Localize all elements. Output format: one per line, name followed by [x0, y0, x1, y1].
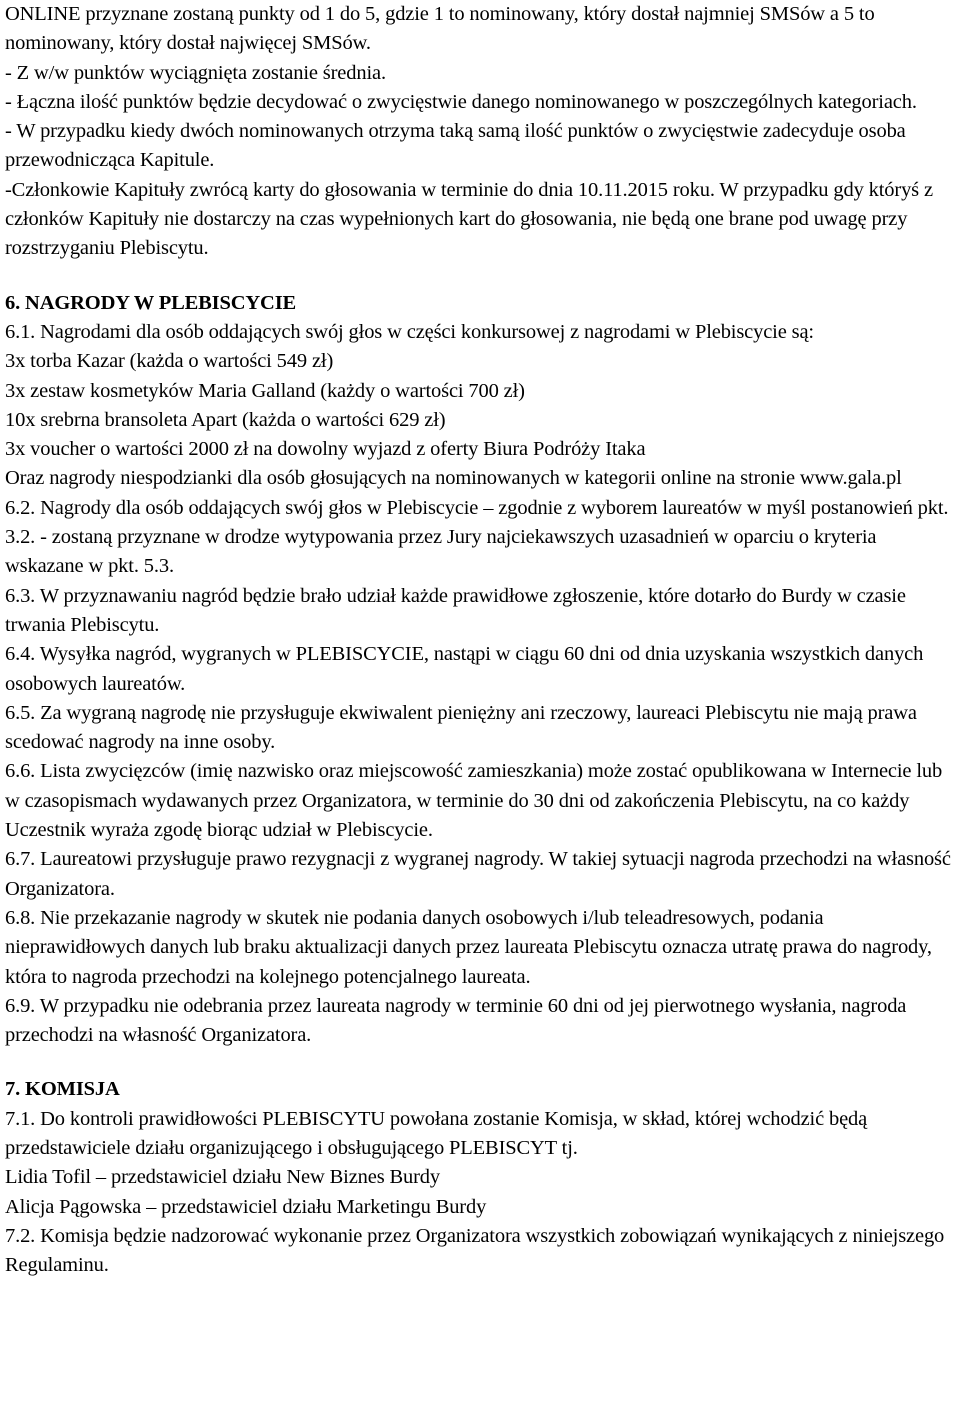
paragraph-6-5: 6.5. Za wygraną nagrodę nie przysługuje ekwiwalent pieniężny ani rzeczowy, laureaci Plebiscytu nie mają prawa scedować nagrody na inne osoby.	[5, 701, 917, 754]
prize-item-surprise: Oraz nagrody niespodzianki dla osób głosujących na nominowanych w kategorii online na stronie www.gala.pl	[5, 467, 902, 490]
prize-item-bracelet: 10x srebrna bransoleta Apart (każda o wartości 629 zł)	[5, 408, 446, 431]
paragraph-total-points: - Łączna ilość punktów będzie decydować o zwycięstwie danego nominowanego w poszczególnych kategoriach.	[5, 90, 917, 113]
section-7-heading: 7. KOMISJA	[5, 1078, 120, 1101]
paragraph-6-6: 6.6. Lista zwycięzców (imię nazwisko oraz miejscowość zamieszkania) może zostać opublikowana w Internecie lub w czasopismach wydawanych przez Organizatora, w terminie do 30 dni od zakończenia Plebiscytu, na co każdy Uczestnik wyraża zgodę biorąc udział w Plebiscycie.	[5, 760, 943, 842]
paragraph-6-8: 6.8. Nie przekazanie nagrody w skutek nie podania danych osobowych i/lub teleadresowych, podania nieprawidłowych danych lub braku aktualizacji danych przez laureata Plebiscytu oznacza utratę prawa do nagrody, która to nagroda przechodzi na kolejnego potencjalnego laureata.	[5, 906, 932, 988]
spacer	[5, 264, 957, 289]
paragraph-7-2: 7.2. Komisja będzie nadzorować wykonanie przez Organizatora wszystkich zobowiązań wynikających z niniejszego Regulaminu.	[5, 1224, 945, 1277]
commission-member-1: Lidia Tofil – przedstawiciel działu New Biznes Burdy	[5, 1166, 441, 1189]
paragraph-6-7: 6.7. Laureatowi przysługuje prawo rezygnacji z wygranej nagrody. W takiej sytuacji nagroda przechodzi na własność Organizatora.	[5, 848, 951, 900]
section-6-heading: 6. NAGRODY W PLEBISCYCIE	[5, 291, 297, 314]
paragraph-6-1: 6.1. Nagrodami dla osób oddających swój głos w części konkursowej z nagrodami w Plebiscycie są:	[5, 320, 814, 343]
commission-member-2: Alicja Pągowska – przedstawiciel działu Marketingu Burdy	[5, 1195, 487, 1218]
paragraph-average: - Z w/w punktów wyciągnięta zostanie średnia.	[5, 61, 386, 84]
paragraph-6-2: 6.2. Nagrody dla osób oddających swój głos w Plebiscycie – zgodnie z wyborem laureatów w myśl postanowień pkt. 3.2. - zostaną przyznane w drodze wytypowania przez Jury najciekawszych uzasadnień w oparciu o kryteria wskazane w pkt. 5.3.	[5, 496, 949, 578]
prize-item-voucher: 3x voucher o wartości 2000 zł na dowolny wyjazd z oferty Biura Podróży Itaka	[5, 438, 646, 461]
paragraph-online-points: ONLINE przyznane zostaną punkty od 1 do 5, gdzie 1 to nominowany, który dostał najmniej SMSów a 5 to nominowany, który dostał najwięcej SMSów.	[5, 3, 875, 55]
paragraph-6-9: 6.9. W przypadku nie odebrania przez laureata nagrody w terminie 60 dni od jej pierwotnego wysłania, nagroda przechodzi na własność Organizatora.	[5, 994, 907, 1047]
paragraph-6-4: 6.4. Wysyłka nagród, wygranych w PLEBISCYCIE, nastąpi w ciągu 60 dni od dnia uzyskania wszystkich danych osobowych laureatów.	[5, 643, 924, 695]
paragraph-6-3: 6.3. W przyznawaniu nagród będzie brało udział każde prawidłowe zgłoszenie, które dotarło do Burdy w czasie trwania Plebiscytu.	[5, 584, 906, 636]
prize-item-kazar: 3x torba Kazar (każda o wartości 549 zł)	[5, 350, 334, 373]
document-page	[5, 0, 957, 1280]
paragraph-chapter-cards: -Członkowie Kapituły zwrócą karty do głosowania w terminie do dnia 10.11.2015 roku. W przypadku gdy któryś z członków Kapituły nie dostarczy na czas wypełnionych kart do głosowania, nie będą one brane pod uwagę przy rozstrzyganiu Plebiscytu.	[5, 178, 933, 260]
prize-item-cosmetics: 3x zestaw kosmetyków Maria Galland (każdy o wartości 700 zł)	[5, 379, 525, 402]
spacer	[5, 1050, 957, 1075]
paragraph-7-1: 7.1. Do kontroli prawidłowości PLEBISCYTU powołana zostanie Komisja, w skład, której wchodzić będą przedstawiciele działu organizującego i obsługującego PLEBISCYT tj.	[5, 1107, 868, 1159]
paragraph-tie-rule: - W przypadku kiedy dwóch nominowanych otrzyma taką samą ilość punktów o zwycięstwie zadecyduje osoba przewodnicząca Kapitule.	[5, 120, 906, 172]
